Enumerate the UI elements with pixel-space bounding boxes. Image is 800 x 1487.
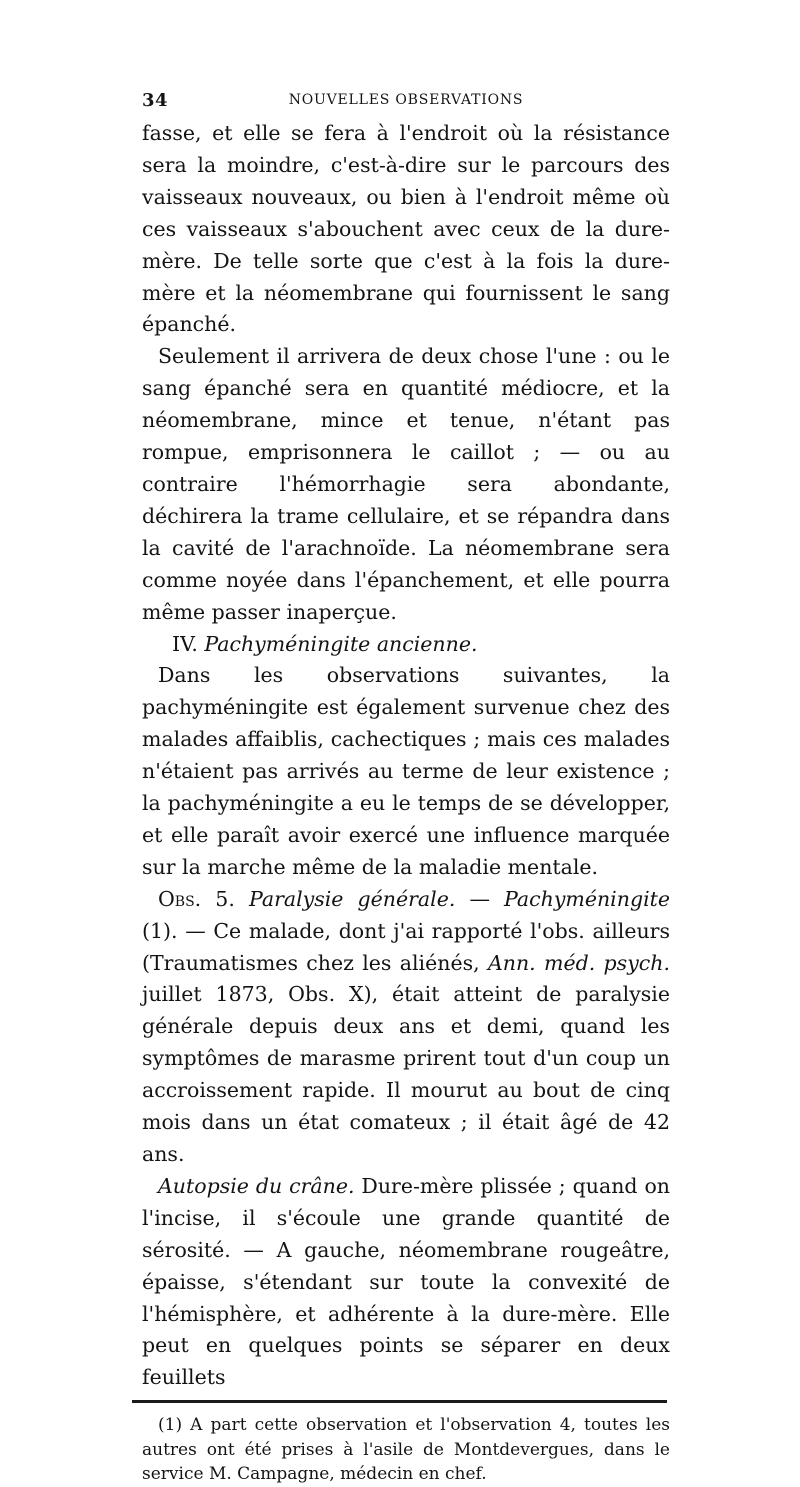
obs-label: Obs. 5. [158,886,235,911]
running-title: NOUVELLES OBSERVATIONS [288,92,524,108]
footnote-rule [132,1400,667,1403]
section-title: Pachyméningite ancienne. [204,631,478,656]
book-page [142,88,670,1487]
paragraph-seulement: Seulement il arrivera de deux chose l'une : ou le sang épanché sera en quantité médiocre, et la néomembrane, mince et tenue, n'étant pas rompue, emprisonnera le caillot ; — ou au contraire l'hémorrhagie sera abondante, déchirera la trame cellulaire, et se répandra dans la cavité de l'arachnoïde. La néomembrane sera comme noyée dans l'épanchement, et elle pourra même passer inaperçue. [142,344,670,624]
footnote-reference: (1). — [142,918,214,943]
paragraph-observations: Dans les observations suivantes, la pachyméningite est également survenue chez des malades affaiblis, cachectiques ; mais ces malades n'étaient pas arrivés au terme de leur existence ; la pachyméningite a eu le temps de se développer, et elle paraît avoir exercé une influence marquée sur la marche même de la maladie mentale. [142,663,670,879]
body-text [142,118,670,1394]
autopsy-label: Autopsie du crâne. [158,1173,355,1198]
paragraph-continuation: fasse, et elle se fera à l'endroit où la résistance sera la moindre, c'est-à-dire sur le parcours des vaisseaux nouveaux, ou bien à l'endroit même où ces vaisseaux s'abouchent avec ceux de la dure-mère. De telle sorte que c'est à la fois la dure-mère et la néomembrane qui fournissent le sang épanché. [142,121,670,337]
paragraph-obs-5 [142,884,670,1171]
autopsy-text: Dure-mère plissée ; quand on l'incise, il s'écoule une grande quantité de sérosité. — A gauche, néomembrane rougeâtre, épaisse, s'étendant sur toute la convexité de l'hémisphère, et adhérente à la dure-mère. Elle peut en quelques points se séparer en deux feuillets [142,1173,670,1390]
obs-diagnosis-2: Pachyméningite [504,886,670,911]
paragraph-autopsy [142,1171,670,1394]
section-number: IV. [172,631,198,656]
page-number: 34 [142,90,169,111]
running-head [142,88,670,118]
obs-dash: — [455,886,505,911]
obs-diagnosis-1: Paralysie générale. [248,886,456,911]
obs-journal: Ann. méd. psych. [487,950,670,975]
obs-text-2: juillet 1873, Obs. X), était atteint de paralysie générale depuis deux ans et demi, quand les symptômes de marasme prirent tout d'un coup un accroissement rapide. Il mourut au bout de cinq mois dans un état comateux ; il était âgé de 42 ans. [142,982,670,1166]
section-heading [142,629,670,661]
obs-text-1: Ce malade, dont j'ai rapporté l'obs. ailleurs (Traumatismes chez les aliénés, [142,918,670,975]
footnote: (1) A part cette observation et l'observation 4, toutes les autres ont été prises à l'asile de Montdevergues, dans le service M. Campagne, médecin en chef. [142,1415,670,1485]
